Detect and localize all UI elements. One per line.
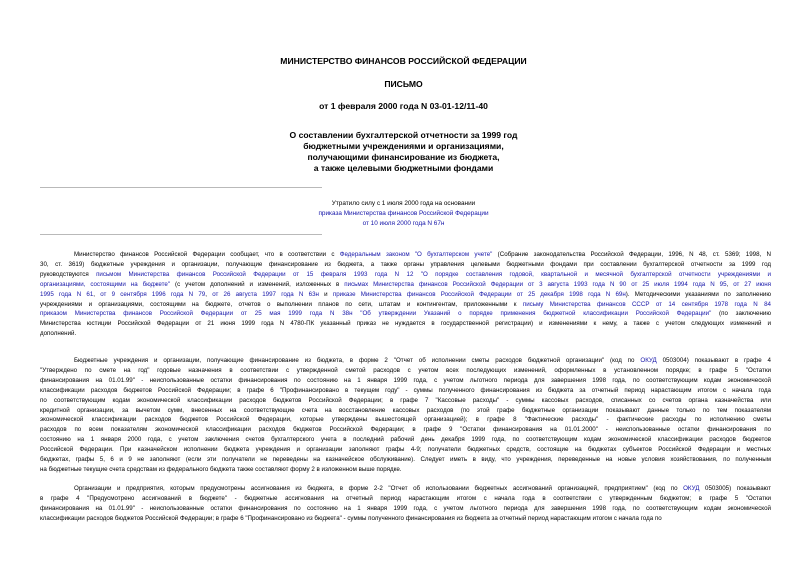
document-link[interactable]: письму Министерства финансов СССР от 14 сентября 1978 года N 84: [522, 300, 771, 308]
document-link[interactable]: от 9 сентября 1996 года N 79: [100, 290, 206, 298]
text-line: [40, 250, 771, 260]
document-link[interactable]: организациями, состоящими на бюджете": [40, 280, 171, 288]
text-fragment: Бюджетные учреждения и организации, получающие финансирование из бюджета, в форме 2 "Отчет об исполнении сметы расходов бюджетной организации" (код по: [74, 357, 641, 364]
text-fragment: экономической классификации расходов бюджетов Российской Федерации, которые утверждены вышестоящей организацией); в графе 8 "Фактические расходы" - фактические расходы по исполнению сметы: [40, 416, 771, 424]
text-line: [40, 415, 771, 425]
text-fragment: финансирования на 01.01.99" - неиспользованные остатки финансирования по состоянию на 1 января 1999 года, с учетом льготного периода для завершения 1998 года, по соответствующим кодам экономической: [40, 376, 771, 384]
document-link[interactable]: Федеральным законом "О бухгалтерском учете": [339, 251, 493, 258]
paragraph-2: [40, 356, 771, 475]
text-fragment: расходов по всем показателям экономической классификации расходов бюджетов Российской Федерации; в графе 9 "Остатки финансирования на 01.01.2000" - неиспользованные остатки финансирования по: [40, 426, 771, 434]
paragraph-1: [40, 250, 771, 339]
text-fragment: классификации расходов бюджетов Российской Федерации; в графе 6 "Профинансировано в текущем году" - суммы полученного финансирования из бюджета за отчетный период нарастающим итогом с начала года: [40, 386, 771, 394]
document-type: ПИСЬМО: [384, 79, 423, 89]
text-fragment: 30, ст. 3619) бюджетные учреждения и организации, получающие финансирование из бюджета, а также органы управления целевыми бюджетными фондами при составлении бухгалтерской отчетности за 1999 год: [40, 260, 771, 268]
text-fragment: ,: [93, 290, 101, 298]
text-line: [40, 494, 771, 504]
text-line: [40, 300, 771, 310]
paragraph-text: [40, 484, 771, 524]
title-line: получающими финансирование из бюджета,: [307, 152, 500, 162]
status-note-order-link[interactable]: приказа Министерства финансов Российской Федерации: [318, 210, 489, 217]
text-fragment: Министерства юстиции Российской Федерации от 21 июня 1999 года N 4780-ПК указанный приказ не нуждается в государственной регистрации) и изменениями к нему, а также с учетом следующих изменений и: [40, 320, 771, 328]
text-fragment: руководствуются: [40, 270, 97, 278]
title-line: бюджетными учреждениями и организациями,: [303, 141, 504, 151]
text-line: [40, 356, 771, 366]
paragraph-3: [40, 484, 771, 524]
document-link[interactable]: ОКУД: [640, 357, 657, 364]
text-line: [40, 260, 771, 270]
paragraph-text: [40, 250, 771, 339]
status-note-date-link[interactable]: от 10 июля 2000 года N 67н: [362, 220, 445, 227]
text-fragment: по соответствующим кодам экономической классификации расходов бюджетов Российской Федерации; в графе 7 "Кассовые расходы" - суммы кассовых расходов, списанных со счетов органа казначейства или: [40, 396, 771, 404]
text-fragment: дополнений.: [40, 330, 77, 338]
document-link[interactable]: от 26 августа 1997 года N 63н: [212, 290, 319, 298]
divider-top: [40, 187, 322, 188]
text-line: [40, 514, 771, 524]
text-fragment: состоянию на 1 января 2000 года, с учетом заключения счетов бухгалтерского учета в последний рабочий день декабря 1999 года, по соответствующим кодам экономической классификации расходов бюджетов: [40, 436, 771, 444]
text-fragment: классификации расходов бюджетов Российской Федерации; в графе 6 "Профинансировано из бюджета" - суммы полученного финансирования из бюджета за отчетный период нарастающим итогом с начала года по: [40, 514, 662, 522]
text-line: [40, 280, 771, 290]
text-fragment: 0503004) показывают в графе 4: [656, 357, 771, 364]
title-line: а также целевыми бюджетными фондами: [313, 163, 494, 173]
paragraph-text: [40, 356, 771, 475]
text-fragment: (с учетом дополнений и изменений, изложенных в: [170, 280, 345, 288]
text-line: [40, 290, 771, 300]
document-link[interactable]: ОКУД: [683, 485, 700, 492]
divider-bottom: [40, 234, 322, 235]
text-fragment: Российской Федерации. При казначейском исполнении бюджета учреждения и организации заполняют графы 4-9; получатели бюджетных средств, состоящие на бюджетах субъектов Российской Федерации и местных: [40, 446, 771, 454]
text-line: [40, 465, 771, 475]
title-line: О составлении бухгалтерской отчетности за 1999 год: [289, 130, 518, 140]
text-fragment: ,: [205, 290, 213, 298]
ministry-heading: МИНИСТЕРСТВО ФИНАНСОВ РОССИЙСКОЙ ФЕДЕРАЦИИ: [280, 56, 527, 66]
text-line: [40, 376, 771, 386]
text-line: [40, 425, 771, 435]
document-link[interactable]: от 27 июня: [733, 280, 772, 288]
status-note-text: Утратило силу с 1 июля 2000 года на основании: [331, 200, 476, 207]
document-link[interactable]: письмах Министерства финансов Российской Федерации от 3 августа 1993 года N 90: [344, 280, 627, 288]
text-line: [40, 386, 771, 396]
text-fragment: (Собрание законодательства Российской Федерации, 1996, N 48, ст. 5369; 1998, N: [492, 251, 772, 258]
text-fragment: ). Методическими указаниями по заполнению: [625, 290, 771, 298]
text-fragment: учреждениями и организациями, состоящими на бюджете, отчетов о выполнении планов по сети, штатам и контингентам, приложенными к: [40, 300, 523, 308]
text-fragment: ,: [726, 280, 734, 288]
text-line: [40, 366, 771, 376]
document-link[interactable]: приказом Министерства финансов Российской Федерации от 25 мая 1999 года N 38н "Об утверждении Указаний о порядке применения бюджетной классификации Российской Федерации": [40, 310, 712, 318]
text-line: [40, 319, 771, 329]
text-fragment: "Утверждено по смете на год" годовые назначения в соответствии с утвержденной сметой расходов с учетом всех последующих изменений, оформленных в установленном порядке; в графе 5 "Остатки: [40, 366, 771, 374]
text-line: [40, 455, 771, 465]
text-line: [40, 329, 771, 339]
text-line: [40, 270, 771, 280]
text-fragment: кредитной организации, за вычетом сумм, внесенных на соответствующие счета на восстановление кассовых расходов (по этой графе бюджетные организации показывают данные только по тем показателям: [40, 406, 771, 414]
text-fragment: (по заключению: [711, 310, 771, 318]
text-line: [40, 396, 771, 406]
text-fragment: финансирования на 01.01.99" - неиспользованные остатки финансирования по состоянию на 1 января 1999 года, с учетом льготного периода для завершения 1998 года, по соответствующим кодам экономической: [40, 504, 771, 512]
text-fragment: Министерство финансов Российской Федерации сообщает, что в соответствии с: [74, 251, 340, 258]
text-line: [40, 504, 771, 514]
document-date-number: от 1 февраля 2000 года N 03-01-12/11-40: [319, 101, 488, 111]
document-link[interactable]: от 25 июля 1994 года N 95: [631, 280, 727, 288]
text-line: [40, 445, 771, 455]
text-fragment: на бюджетные текущие счета средствам из федерального бюджета также составляют форму 2 в изложенном выше порядке.: [40, 465, 402, 473]
text-fragment: Организации и предприятия, которым предусмотрены ассигнования из бюджета, в форме 2-2 "Отчет об использовании бюджетных ассигнований организацией, предприятием" (код по: [74, 485, 684, 492]
document-link[interactable]: приказе Министерства финансов Российской Федерации от 25 декабря 1998 года N 69н: [332, 290, 626, 298]
document-link[interactable]: письмом Министерства финансов Российской Федерации от 15 февраля 1993 года N 12 "О порядке составления годовой, квартальной и месячной бухгалтерской отчетности учреждениями и: [96, 270, 771, 278]
text-line: [40, 309, 771, 319]
document-link[interactable]: 1995 года N 61: [40, 290, 94, 298]
text-line: [40, 435, 771, 445]
text-fragment: бюджетах, графы 5, 6 и 9 не заполняют (если эти получатели не переведены на казначейское обслуживание). Следует иметь в виду, что учреждения, переведенные на новые условия хозяйствования, по полученным: [40, 456, 771, 464]
text-fragment: и: [318, 290, 333, 298]
text-fragment: 0503005) показывают: [699, 485, 772, 492]
text-line: [40, 484, 771, 494]
text-fragment: в графе 4 "Предусмотрено ассигнований в бюджете" - бюджетные ассигнования на отчетный период нарастающим итогом с начала года в соответствии с утвержденным бюджетом; в графе 5 "Остатки: [40, 494, 771, 502]
text-line: [40, 406, 771, 416]
